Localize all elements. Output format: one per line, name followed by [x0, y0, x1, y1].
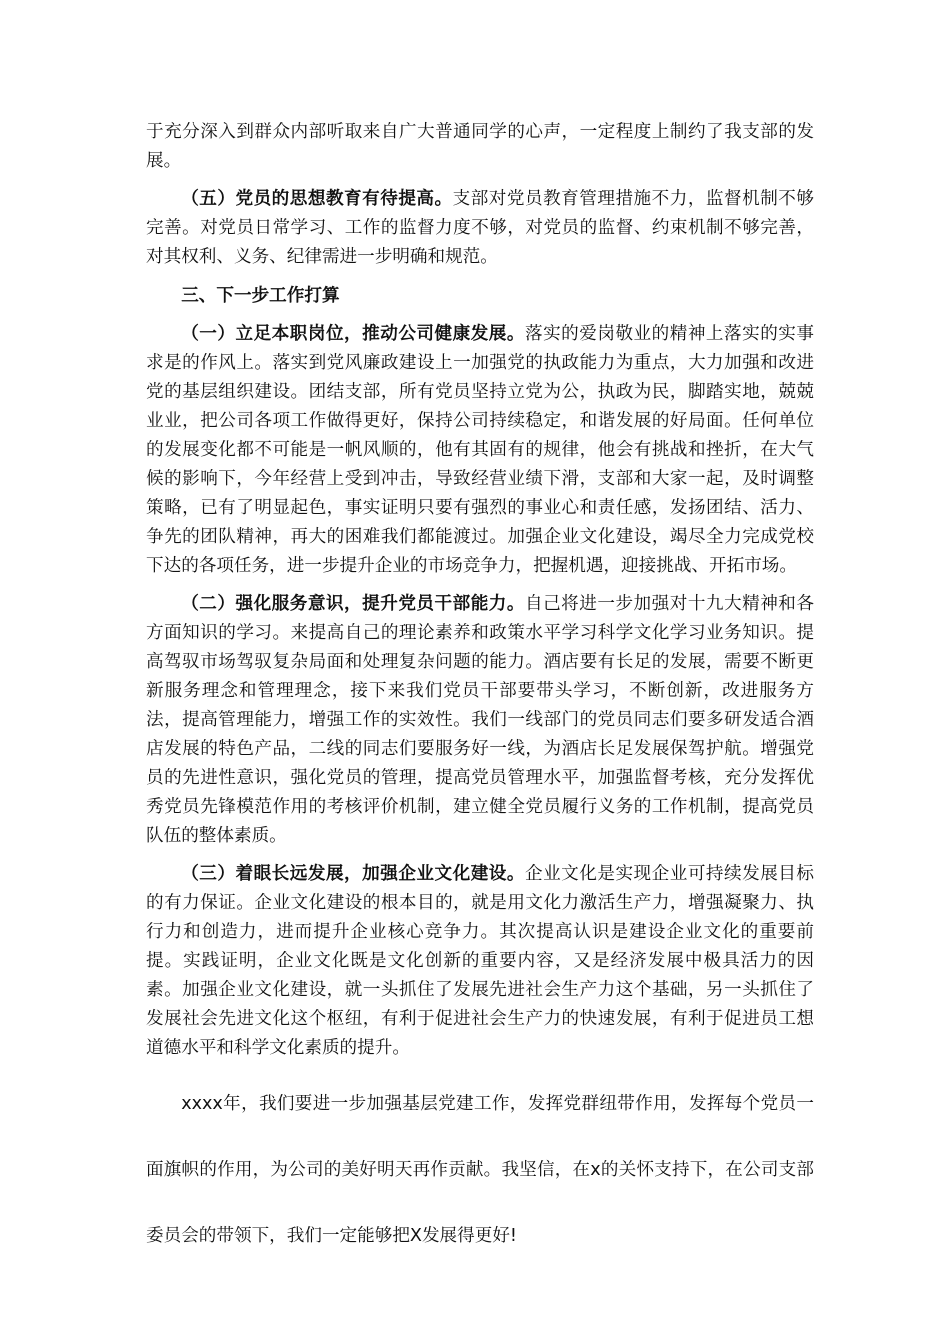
paragraph-corporate-culture [146, 859, 814, 1063]
document-page [146, 118, 814, 1269]
paragraph-text: 企业文化是实现企业可持续发展目标的有力保证。企业文化建设的根本目的，就是用文化力激活生产力，增强凝聚力、执行力和创造力，进而提升企业核心竞争力。其次提高认识是建设企业文化的重要前提。实践证明，企业文化既是文化创新的重要内容，又是经济发展中极具活力的因素。加强企业文化建设，就一头抓住了发展先进社会生产力这个基础，另一头抓住了发展社会先进文化这个枢纽，有利于促进社会生产力的快速发展，有利于促进员工想道德水平和科学文化素质的提升。 [146, 864, 814, 1058]
paragraph-party-education [146, 184, 814, 272]
paragraph-heading: （三）着眼长远发展，加强企业文化建设。 [181, 863, 525, 884]
section-title: 三、下一步工作打算 [181, 286, 340, 306]
paragraph-service-awareness [146, 589, 814, 851]
paragraph-company-development [146, 319, 814, 581]
paragraph-text: 落实的爱岗敬业的精神上落实的实事求是的作风上。落实到党风廉政建设上一加强党的执政能力为重点，大力加强和改进党的基层组织建设。团结支部，所有党员坚持立党为公，执政为民，脚踏实地，兢兢业业，把公司各项工作做得更好，保持公司持续稳定，和谐发展的好局面。任何单位的发展变化都不可能是一帆风顺的，他有其固有的规律，他会有挑战和挫折，在大气候的影响下，今年经营上受到冲击，导致经营业绩下滑，支部和大家一起，及时调整策略，已有了明显起色，事实证明只要有强烈的事业心和责任感，发扬团结、活力、争先的团队精神，再大的困难我们都能渡过。加强企业文化建设，竭尽全力完成党校下达的各项任务，进一步提升企业的市场竞争力，把握机遇，迎接挑战、开拓市场。 [146, 324, 814, 576]
paragraph-text: 自己将进一步加强对十九大精神和各方面知识的学习。来提高自己的理论素养和政策水平学习科学文化学习业务知识。提高驾驭市场驾驭复杂局面和处理复杂问题的能力。酒店要有长足的发展，需要不断更新服务理念和管理理念，接下来我们党员干部要带头学习，不断创新，改进服务方法，提高管理能力，增强工作的实效性。我们一线部门的党员同志们要多研发适合酒店发展的特色产品，二线的同志们要服务好一线，为酒店长足发展保驾护航。增强党员的先进性意识，强化党员的管理，提高党员管理水平，加强监督考核，充分发挥优秀党员先锋模范作用的考核评价机制，建立健全党员履行义务的工作机制，提高党员队伍的整体素质。 [146, 594, 814, 846]
paragraph-heading: （二）强化服务意识，提升党员干部能力。 [181, 593, 525, 614]
paragraph-heading: （五）党员的思想教育有待提高。 [181, 188, 453, 209]
paragraph-text: 支部对党员教育管理措施不力，监督机制不够完善。对党员日常学习、工作的监督力度不够，对党员的监督、约束机制不够完善，对其权利、义务、纪律需进一步明确和规范。 [146, 189, 814, 267]
closing-paragraph: xxxx年，我们要进一步加强基层党建工作，发挥党群纽带作用，发挥每个党员一面旗帜的作用，为公司的美好明天再作贡献。我坚信，在x的关怀支持下，在公司支部委员会的带领下，我们一定能够把X发展得更好! [146, 1094, 814, 1246]
paragraph-continuation: 于充分深入到群众内部听取来自广大普通同学的心声，一定程度上制约了我支部的发展。 [146, 122, 814, 171]
paragraph-heading: （一）立足本职岗位，推动公司健康发展。 [181, 323, 525, 344]
